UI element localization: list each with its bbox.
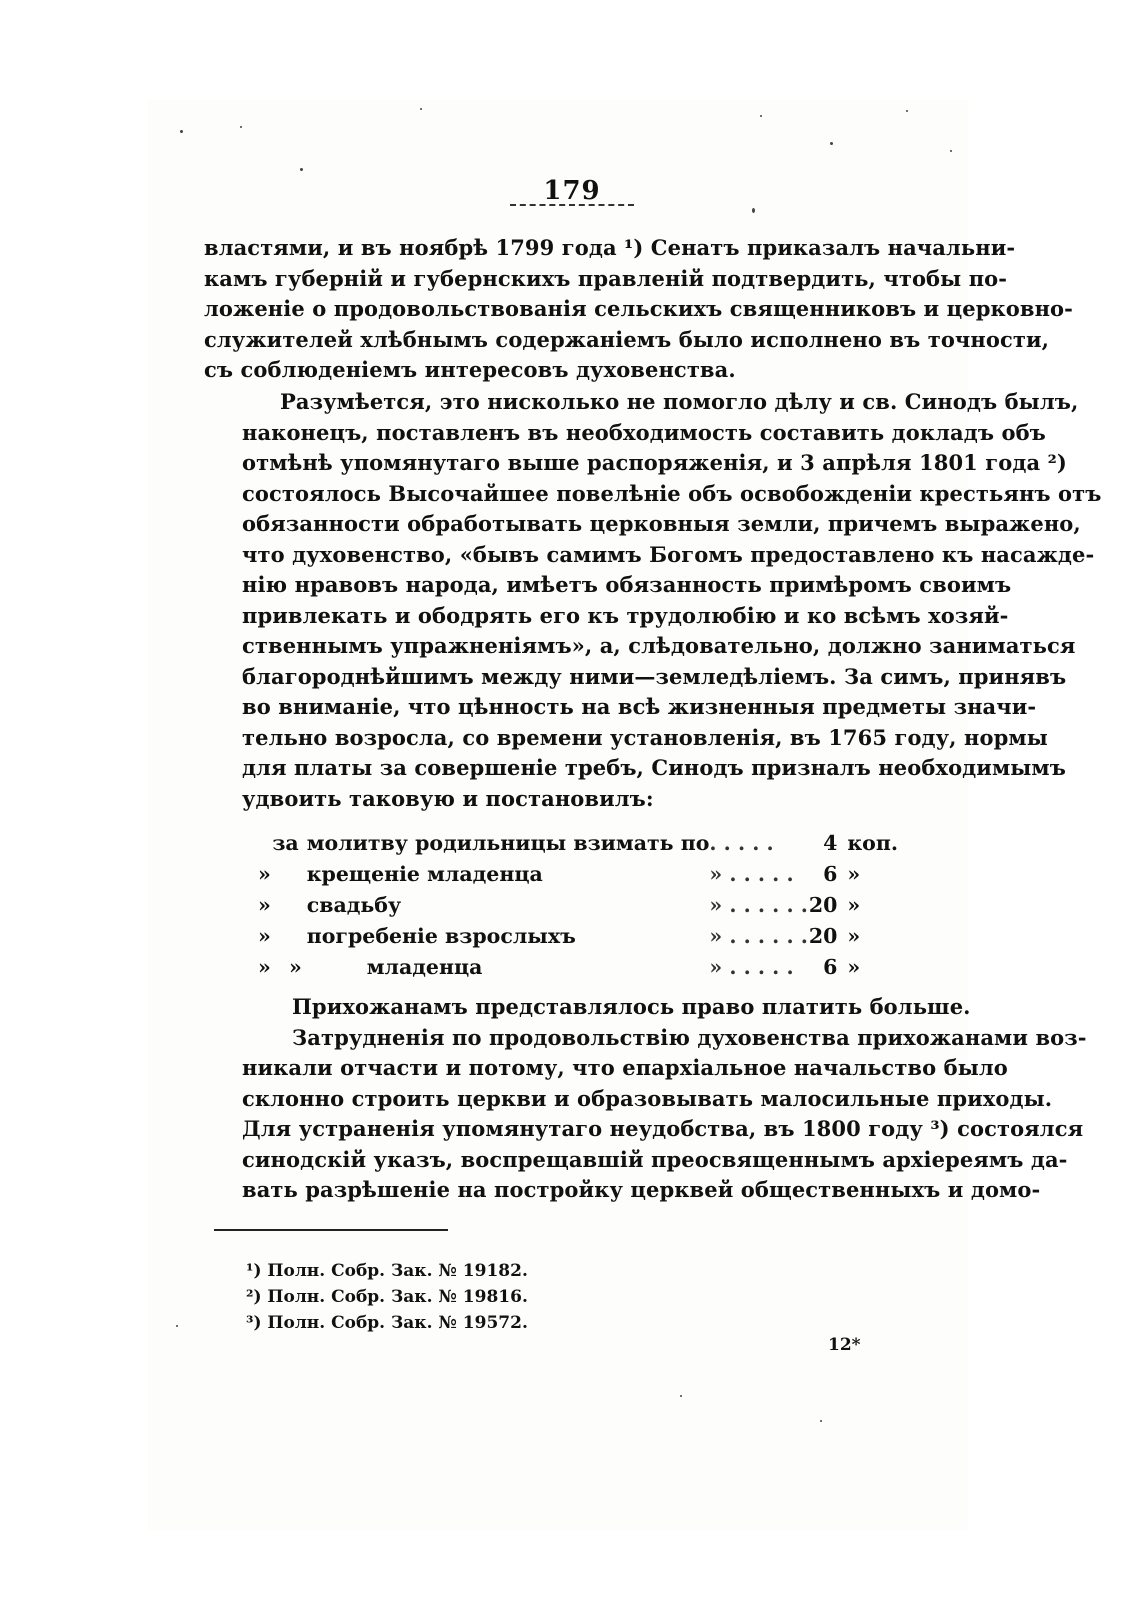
text-line: Прихожанамъ представлялось право платить больше.	[292, 994, 971, 1019]
text-line: склонно строить церкви и образовывать малосильные приходы.	[242, 1085, 1053, 1111]
fee-ditto: »	[258, 892, 271, 917]
text-line: вать разрѣшеніе на постройку церквей общественныхъ и домо-	[242, 1177, 1041, 1202]
text-line: удвоить таковую и постановилъ:	[242, 785, 654, 811]
fee-ditto	[258, 827, 271, 858]
text-line: Для устраненія упомянутаго неудобства, въ 1800 году ³) состоялся	[242, 1116, 1084, 1141]
text-line: нію нравовъ народа, имѣетъ обязанность примѣромъ своимъ	[242, 572, 1012, 597]
footnote-text: Полн. Собр. Зак. № 19816.	[267, 1287, 528, 1307]
scan-speck	[820, 1420, 822, 1422]
fee-unit: »	[847, 923, 861, 948]
fee-item: свадьбу	[306, 892, 402, 917]
footnote-mark: ²)	[246, 1287, 262, 1307]
text-line: Разумѣется, это нисколько не помогло дѣлу и св. Синодъ былъ,	[280, 389, 1079, 414]
footnotes	[246, 1258, 528, 1336]
fee-ditto: »	[258, 923, 271, 948]
scan-speck	[752, 208, 755, 213]
fee-prefix: »	[289, 954, 302, 979]
fee-unit: коп.	[847, 830, 898, 855]
text-line: синодскій указъ, воспрещавшій преосвященнымъ архіереямъ да-	[242, 1146, 1068, 1172]
text-line: ственнымъ упражненіямъ», а, слѣдовательно, должно заниматься	[242, 633, 1076, 658]
fee-unit: »	[847, 954, 861, 979]
fee-value: 20	[808, 923, 838, 948]
fee-prefix	[271, 889, 307, 920]
scan-speck	[300, 168, 303, 171]
footnote-rule	[214, 1229, 448, 1231]
fee-dots: » . . . . . .	[709, 923, 808, 948]
fee-dots: » . . . . .	[709, 861, 794, 886]
scan-speck	[906, 110, 908, 112]
fee-prefix	[271, 858, 307, 889]
text-line: состоялось Высочайшее повелѣніе объ освобожденіи крестьянъ отъ	[242, 480, 1102, 506]
fee-unit: »	[847, 892, 861, 917]
scan-speck	[240, 126, 242, 128]
paragraph-2	[204, 387, 1102, 814]
text-line: привлекать и ободрять его къ трудолюбію и ко всѣмъ хозяй-	[242, 602, 1009, 628]
fee-ditto: »	[258, 954, 271, 979]
text-line: что духовенство, «бывъ самимъ Богомъ предоставлено къ насажде-	[242, 541, 1095, 567]
paragraph-3	[204, 992, 1087, 1206]
fee-prefix: за	[272, 830, 299, 855]
scan-speck	[176, 1325, 178, 1327]
fee-item: погребеніе взрослыхъ	[306, 923, 576, 948]
footnote	[246, 1310, 528, 1336]
text-line: камъ губерній и губернскихъ правленій подтвердить, чтобы по-	[204, 265, 1008, 291]
fee-value: 4	[823, 830, 838, 855]
fee-prefix	[271, 920, 307, 951]
text-line: наконецъ, поставленъ въ необходимость составить докладъ объ	[242, 419, 1046, 445]
fee-item: молитву родильницы взимать по	[306, 830, 710, 855]
fee-value: 20	[808, 892, 838, 917]
text-line: тельно возросла, со времени установленія, въ 1765 году, нормы	[242, 724, 1048, 750]
page-number: 179	[543, 176, 601, 206]
fee-row	[258, 889, 898, 920]
footnote	[246, 1258, 528, 1284]
scan-speck	[180, 130, 183, 133]
paragraph-1	[204, 233, 1073, 386]
text-line: съ соблюденіемъ интересовъ духовенства.	[204, 357, 736, 382]
fee-table	[258, 827, 898, 982]
text-line: отмѣнѣ упомянутаго выше распоряженія, и 3 апрѣля 1801 года ²)	[242, 450, 1067, 475]
fee-ditto: »	[258, 861, 271, 886]
fee-dots: » . . . . . .	[709, 892, 808, 917]
footnote-text: Полн. Собр. Зак. № 19572.	[267, 1313, 528, 1333]
text-line: никали отчасти и потому, что епархіальное начальство было	[242, 1055, 1008, 1080]
text-line: обязанности обработывать церковныя земли, причемъ выражено,	[242, 511, 1081, 536]
text-line: ложеніе о продовольствованія сельскихъ священниковъ и церковно-	[204, 296, 1073, 321]
text-line: во вниманіе, что цѣнность на всѣ жизненныя предметы значи-	[242, 694, 1037, 719]
scan-speck	[760, 115, 762, 117]
footnote-mark: ¹)	[246, 1261, 262, 1281]
fee-unit: »	[847, 861, 861, 886]
fee-row	[258, 951, 898, 982]
footnote-text: Полн. Собр. Зак. № 19182.	[267, 1261, 528, 1281]
fee-dots: » . . . . .	[709, 954, 794, 979]
scan-speck	[830, 142, 833, 145]
page-number-rule	[510, 204, 634, 206]
fee-dots: . . . . .	[709, 830, 774, 855]
fee-value: 6	[823, 861, 838, 886]
fee-row	[258, 920, 898, 951]
signature-mark: 12*	[828, 1335, 861, 1355]
fee-item: младенца	[366, 954, 483, 979]
text-line: служителей хлѣбнымъ содержаніемъ было исполнено въ точности,	[204, 326, 1050, 352]
text-line: благороднѣйшимъ между ними—земледѣліемъ. За симъ, принявъ	[242, 663, 1067, 689]
fee-row	[258, 827, 898, 858]
fee-value: 6	[823, 954, 838, 979]
scan-speck	[420, 108, 422, 110]
scan-speck	[950, 150, 952, 152]
fee-item: крещеніе младенца	[306, 861, 543, 886]
text-line: властями, и въ ноябрѣ 1799 года ¹) Сенатъ приказалъ начальни-	[204, 235, 1016, 260]
footnote	[246, 1284, 528, 1310]
scan-speck	[680, 1395, 682, 1397]
text-line: Затрудненія по продовольствію духовенства прихожанами воз-	[292, 1024, 1087, 1050]
text-line: для платы за совершеніе требъ, Синодъ призналъ необходимымъ	[242, 755, 1066, 780]
fee-row	[258, 858, 898, 889]
footnote-mark: ³)	[246, 1313, 262, 1333]
